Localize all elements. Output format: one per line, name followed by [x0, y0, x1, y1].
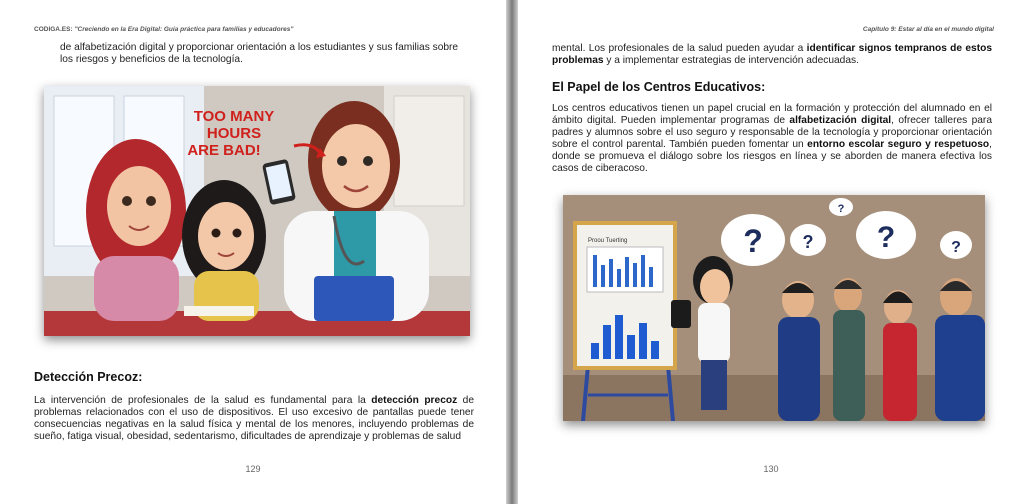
- text-run: y a implementar estrategias de intervención adecuadas.: [603, 55, 859, 66]
- text-run: La intervención de profesionales de la salud es fundamental para la: [34, 395, 372, 406]
- text-run: de problemas relacionados con el uso de dispositivos. El uso excesivo de pantallas puede tener consecuencias negativas en la salud física y mental de los menores, incluyendo problemas de sueño, fatiga visual, obesidad, sedentarismo, dificultades de aprendizaje y problemas de salud: [34, 395, 474, 442]
- bold-run: alfabetización digital: [789, 115, 892, 126]
- header-brand: CODIGA.ES:: [34, 26, 73, 33]
- text-run: , ofrecer talleres para padres y alumnos sobre el uso seguro y responsable de la tecnología y proporcionar orientación sobre el control parental. También pueden fomentar un: [552, 115, 992, 150]
- section-paragraph: [34, 395, 474, 443]
- running-header: Capítulo 9: Estar al día en el mundo digital: [862, 26, 994, 33]
- section-paragraph: [552, 103, 992, 175]
- running-header: [34, 26, 293, 33]
- svg-text:?: ?: [951, 239, 961, 256]
- continued-paragraph: [552, 43, 992, 67]
- continued-paragraph: [60, 42, 480, 66]
- text-line: los riesgos y beneficios de la tecnología.: [60, 54, 243, 65]
- section-heading: Detección Precoz:: [34, 370, 143, 384]
- educators-illustration: [563, 195, 985, 421]
- page-number: 130: [763, 464, 779, 474]
- left-page: [0, 0, 506, 504]
- text-run: Los centros educativos tienen un papel crucial en la formación y protección del alumnado en el ámbito digital. Pueden implementar programas de: [552, 103, 992, 126]
- svg-text:TOO MANY: TOO MANY: [193, 108, 275, 125]
- svg-text:?: ?: [837, 203, 845, 215]
- svg-text:?: ?: [743, 223, 763, 259]
- family-doctor-illustration: [44, 86, 470, 336]
- bold-run: detección precoz: [371, 395, 458, 406]
- text-line: de alfabetización digital y proporcionar orientación a los estudiantes y sus familias sobre: [60, 42, 459, 53]
- header-book-title: "Creciendo en la Era Digital: Guía práctica para familias y educadores": [74, 26, 294, 33]
- page-number: 129: [245, 464, 261, 474]
- section-heading: El Papel de los Centros Educativos:: [552, 80, 766, 94]
- text-run: mental. Los profesionales de la salud pueden ayudar a: [552, 43, 807, 54]
- board-title: Proou Tuerting: [588, 238, 628, 244]
- text-run: , donde se promueva el diálogo sobre los riesgos en línea y se aborden de manera efectiva los casos de ciberacoso.: [552, 139, 992, 174]
- book-spine: [506, 0, 518, 504]
- svg-text:HOURS: HOURS: [206, 125, 262, 142]
- bold-run: entorno escolar seguro y respetuoso: [807, 139, 990, 150]
- svg-text:ARE BAD!: ARE BAD!: [187, 142, 261, 159]
- bold-run: identificar signos tempranos de estos problemas: [552, 43, 992, 66]
- right-page: [518, 0, 1024, 504]
- svg-text:?: ?: [802, 232, 814, 252]
- svg-text:?: ?: [876, 221, 896, 254]
